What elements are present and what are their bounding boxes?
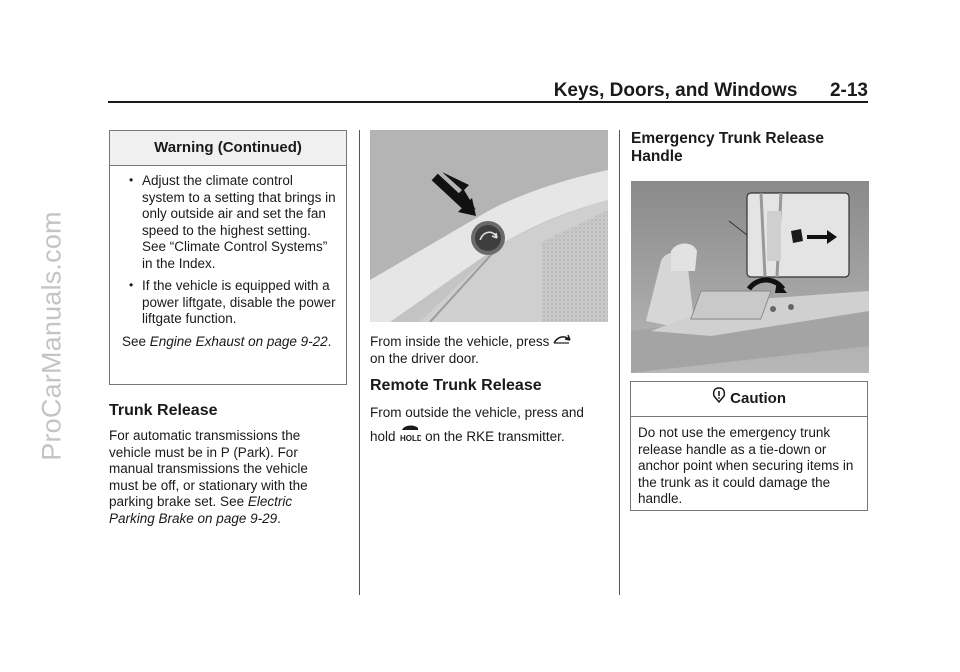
inside-press-text-1: From inside the vehicle, press bbox=[370, 334, 550, 349]
electric-parking-brake-reference[interactable]: Electric Parking Brake on page 9-29 bbox=[109, 494, 293, 526]
caution-box bbox=[630, 381, 868, 511]
see-suffix: . bbox=[327, 333, 332, 349]
rke-trunk-hold-icon bbox=[399, 422, 421, 449]
page-number: 2-13 bbox=[829, 80, 868, 101]
warning-see-reference bbox=[122, 334, 338, 351]
warning-title: Warning (Continued) bbox=[110, 131, 346, 166]
column-divider-2 bbox=[619, 130, 620, 595]
warning-body bbox=[110, 166, 346, 350]
page-header bbox=[554, 80, 868, 102]
remote-trunk-release-text bbox=[370, 402, 610, 451]
caution-title: Caution bbox=[730, 390, 786, 407]
remote-trunk-release-heading: Remote Trunk Release bbox=[370, 377, 542, 394]
caution-icon bbox=[712, 382, 726, 416]
inside-press-text-2: on the driver door. bbox=[370, 350, 479, 366]
caution-header bbox=[631, 382, 867, 417]
warning-bullet-2: • If the vehicle is equipped with a power liftgate, disable the power liftgate function. bbox=[122, 278, 338, 328]
warning-box bbox=[109, 130, 347, 385]
driver-door-trunk-button-image bbox=[370, 130, 608, 322]
remote-text-1: From outside the vehicle, press and hold bbox=[370, 405, 584, 445]
section-title: Keys, Doors, and Windows bbox=[553, 80, 798, 101]
warning-bullet-1: • Adjust the climate control system to a setting that brings in only outside air and set the fan speed to the highest setting. See “Climate Control Systems” in the Index. bbox=[122, 173, 338, 272]
watermark: ProCarManuals.com bbox=[36, 211, 67, 461]
trunk-release-body: For automatic transmissions the vehicle must be in P (Park). For manual transmissions the vehicle must be off, or stationary with the parking brake set. See bbox=[109, 428, 308, 509]
see-prefix: See bbox=[122, 333, 150, 349]
caution-text: Do not use the emergency trunk release handle as a tie-down or anchor point when securing items in the trunk as it could damage the handle. bbox=[638, 425, 854, 506]
trunk-release-text bbox=[109, 428, 331, 527]
emergency-release-heading: Emergency Trunk Release Handle bbox=[631, 130, 824, 165]
hold-label: HOLD bbox=[400, 434, 422, 442]
trunk-release-suffix: . bbox=[277, 510, 281, 526]
engine-exhaust-reference[interactable]: Engine Exhaust on page 9-22 bbox=[149, 333, 328, 349]
header-rule bbox=[108, 101, 868, 103]
emergency-release-handle-image bbox=[631, 181, 869, 373]
trunk-release-icon bbox=[553, 334, 571, 351]
remote-text-2: on the RKE transmitter. bbox=[425, 429, 565, 445]
trunk-release-heading: Trunk Release bbox=[109, 402, 218, 419]
column-divider-1 bbox=[359, 130, 360, 595]
inside-press-text bbox=[370, 334, 610, 367]
